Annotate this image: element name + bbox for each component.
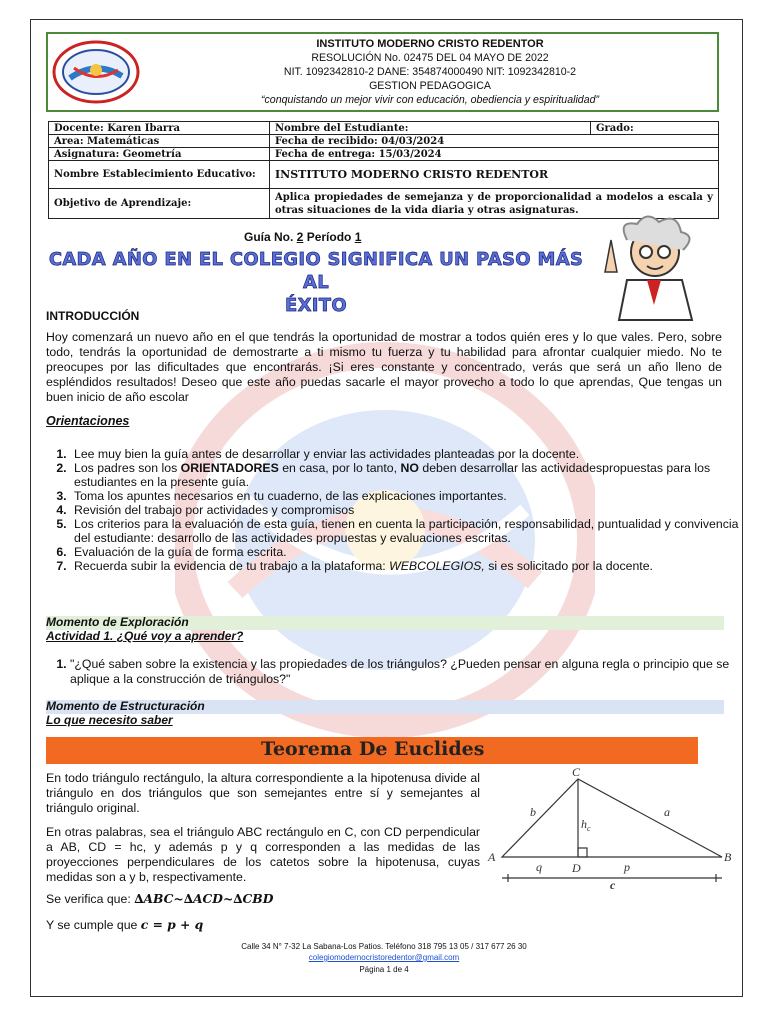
student-cell[interactable]: Nombre del Estudiante: (270, 122, 591, 135)
orientations-title: Orientaciones (46, 414, 130, 428)
list-item: 4. Revisión del trabajo por actividades y compromisos (70, 503, 740, 517)
orientations-list (46, 447, 740, 573)
footer-address: Calle 34 N° 7-32 La Sabana-Los Patios. Teléfono 318 795 13 05 / 317 677 26 30 (241, 942, 527, 951)
label-side-a: a (664, 805, 670, 819)
verify-line: Se verifica que: ∆ABC~∆ACD~∆CBD (46, 891, 274, 906)
theorem-para-2: En otras palabras, sea el triángulo ABC rectángulo en C, con CD perpendicular a AB, CD = hc, y además p y q corresponden a las medidas de las proyecciones perpendiculares de los catetos sobre la hipotenusa, cuyas medidas son a y b, respectivamente. (46, 825, 480, 884)
subject-cell: Asignatura: Geometría (49, 148, 270, 161)
label-a-vertex: A (488, 850, 496, 864)
intro-text: Hoy comenzará un nuevo año en el que tendrás la oportunidad de mostrar a todos quién eres y lo que vales. Pero, sobre todo, tendrás la oportunidad de demostrarte a ti mismo tu fuerza y tu habilidad para afrontar cualquier miedo. No te preocupes por las dificultades que encontrarás. ¡Si eres constante y concentrado, verás que será un año lleno de espléndidos resultados! Deseo que este año puedas sacarle el mayor provecho a todo lo que aprendas, Que tengas un buen inicio de año escolar (46, 330, 722, 404)
similarity-formula: ∆ABC~∆ACD~∆CBD (134, 891, 274, 906)
grade-cell[interactable]: Grado: (591, 122, 719, 135)
list-item: 1. Lee muy bien la guía antes de desarrollar y enviar las actividades planteadas por la docente. (70, 447, 740, 461)
theorem-title: Teorema De Euclides (261, 738, 485, 760)
theorem-title-bar (46, 737, 698, 764)
delivery-cell: Fecha de entrega: 15/03/2024 (270, 148, 719, 161)
guide-number: 2 (296, 230, 304, 244)
area-cell: Area: Matemáticas (49, 135, 270, 148)
label-side-b: b (530, 805, 536, 819)
label-hc: $h_c$ (581, 817, 591, 833)
footer-email-wrap (0, 953, 768, 963)
motto: “conquistando un mejor vivir con educación, obediencia y espiritualidad” (260, 94, 600, 106)
period-number: 1 (354, 230, 362, 244)
list-item: 1. "¿Qué saben sobre la existencia y las propiedades de los triángulos? ¿Pueden pensar en alguna regla o principio que se aplique a la construcción de triángulos?" (70, 657, 740, 687)
guide-title (244, 230, 361, 244)
school-seal-logo (52, 40, 140, 104)
label-d-point: D (572, 861, 581, 875)
received-cell: Fecha de recibido: 04/03/2024 (270, 135, 719, 148)
structuring-title: Momento de Estructuración (46, 699, 205, 713)
footer-page-number: Página 1 de 4 (359, 965, 409, 974)
list-item: 7. Recuerda subir la evidencia de tu trabajo a la plataforma: WEBCOLEGIOS, si es solicitado por la docente. (70, 559, 740, 573)
slogan-line-1: CADA AÑO EN EL COLEGIO SIGNIFICA UN PASO MÁS AL (48, 249, 584, 293)
objective-label-cell: Objetivo de Aprendizaje: (49, 189, 270, 219)
label-p: p (624, 860, 630, 874)
intro-title: INTRODUCCIÓN (46, 309, 140, 323)
label-b-vertex: B (724, 850, 732, 864)
teacher-cell: Docente: Karen Ibarra (49, 122, 270, 135)
school-value-cell: INSTITUTO MODERNO CRISTO REDENTOR (270, 161, 719, 189)
triangle-figure (484, 766, 740, 894)
school-label-cell: Nombre Establecimiento Educativo: (49, 161, 270, 189)
right-angle-mark (578, 848, 587, 857)
structuring-subtitle: Lo que necesito saber (46, 713, 173, 727)
theorem-para-1: En todo triángulo rectángulo, la altura correspondiente a la hipotenusa divide al triángulo en dos triángulos que son semejantes entre sí y semejantes al triángulo original. (46, 771, 480, 815)
list-item: 3. Toma los apuntes necesarios en tu cuaderno, de las explicaciones importantes. (70, 489, 740, 503)
list-item: 5. Los criterios para la evaluación de esta guía, tienen en cuenta la participación, responsabilidad, puntualidad y convivencia del estudiante: desarrollo de las actividades propuestas y evaluaciones escritas. (70, 517, 740, 545)
objective-value-cell: Aplica propiedades de semejanza y de proporcionalidad a modelos a escala y otras situaciones de la vida diaria y otras asignaturas. (270, 189, 719, 219)
nit: NIT. 1092342810-2 DANE: 354874000490 NIT: 1092342810-2 (283, 66, 577, 78)
info-table (48, 121, 719, 219)
department: GESTION PEDAGOGICA (369, 80, 491, 92)
label-side-c: c (610, 878, 616, 892)
label-c-vertex: C (572, 766, 581, 779)
list-item: 6. Evaluación de la guía de forma escrita. (70, 545, 740, 559)
institution-name: INSTITUTO MODERNO CRISTO REDENTOR (316, 38, 544, 50)
slogan (46, 248, 586, 317)
header-text (150, 37, 710, 107)
scientist-illustration (597, 210, 712, 322)
footer-email-link[interactable]: colegiomodernocristoredentor@gmail.com (308, 953, 460, 962)
resolution: RESOLUCIÓN No. 02475 DEL 04 MAYO DE 2022 (311, 52, 549, 64)
sum-line: Y se cumple que c = p + q (46, 917, 204, 932)
exploration-question-list (46, 657, 740, 687)
exploration-title: Momento de Exploración (46, 615, 189, 629)
list-item: 2. Los padres son los ORIENTADORES en casa, por lo tanto, NO deben desarrollar las actividadespropuestas para los estudiantes en la presente guía. (70, 461, 740, 489)
activity-title: Actividad 1. ¿Qué voy a aprender? (46, 629, 244, 643)
guide-prefix: Guía No. (244, 230, 297, 244)
period-label: Período (303, 230, 355, 244)
label-q: q (536, 860, 542, 874)
slogan-line-2: ÉXITO (285, 295, 347, 316)
sum-formula: c = p + q (140, 917, 204, 932)
